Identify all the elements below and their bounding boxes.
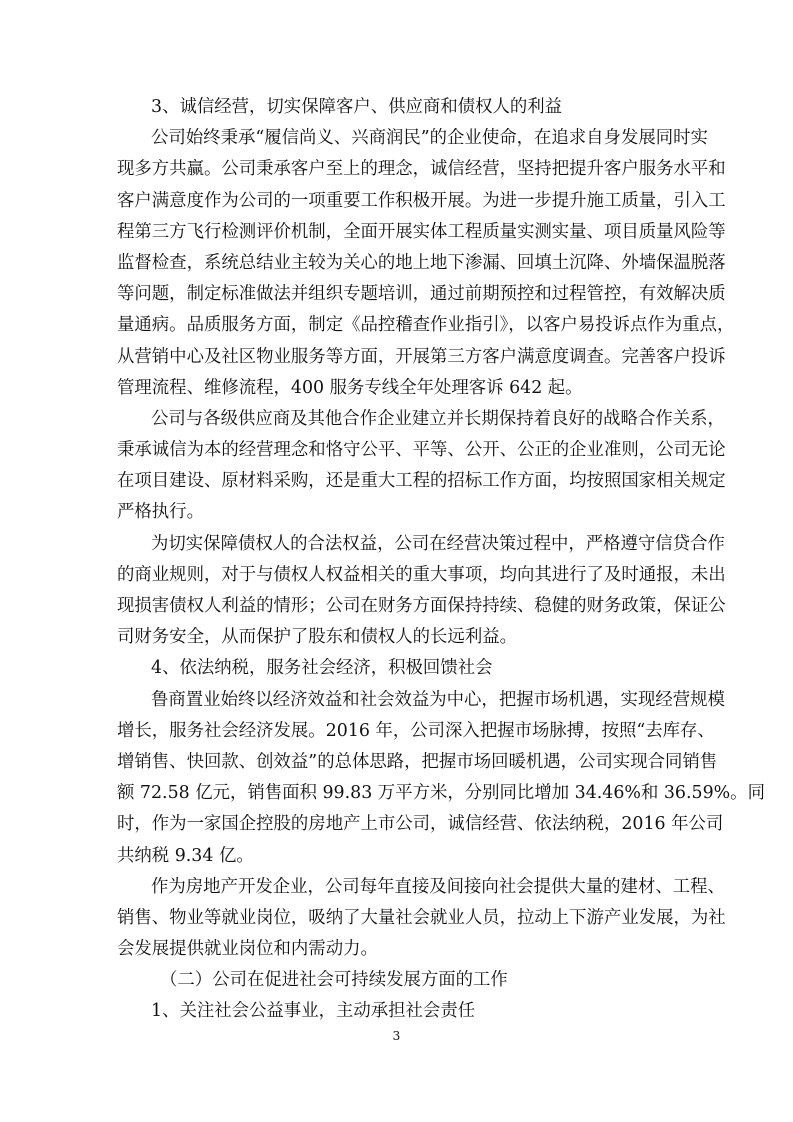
text-line: 现损害债权人利益的情形；公司在财务方面保持持续、稳健的财务政策，保证公 bbox=[117, 596, 726, 616]
paragraph-customers bbox=[117, 123, 735, 404]
text-line: 增销售、快回款、创效益”的总体思路，把握市场回暖机遇，公司实现合同销售 bbox=[117, 751, 718, 772]
text-line: 增长，服务社会经济发展。2016 年，公司深入把握市场脉搏，按照“去库存、 bbox=[117, 720, 715, 741]
text-line: 从营销中心及社区物业服务等方面，开展第三方客户满意度调查。完善客户投诉 bbox=[117, 346, 726, 367]
page-number: 3 bbox=[392, 1029, 401, 1043]
paragraph-tax bbox=[117, 685, 765, 872]
text-line: 等问题，制定标准做法并组织专题培训，通过前期预控和过程管控，有效解决质 bbox=[117, 284, 726, 305]
text-line: 公司与各级供应商及其他合作企业建立并长期保持着良好的战略合作关系， bbox=[151, 408, 725, 429]
text-line: 司财务安全，从而保护了股东和债权人的长远利益。 bbox=[117, 627, 517, 648]
text-line: 额 72.58 亿元，销售面积 99.83 万平方米，分别同比增加 34.46%和 36.59%。同 bbox=[117, 783, 765, 804]
section-heading-4: 4、依法纳税，服务社会经济，积极回馈社会 bbox=[151, 658, 493, 679]
text-line: 监督检查，系统总结业主较为关心的地上地下渗漏、回填土沉降、外墙保温脱落 bbox=[117, 252, 726, 273]
text-line: 鲁商置业始终以经济效益和社会效益为中心，把握市场机遇，实现经营规模 bbox=[151, 689, 725, 710]
text-line: 会发展提供就业岗位和内需动力。 bbox=[117, 939, 378, 960]
section-heading-3: 3、诚信经营，切实保障客户、供应商和债权人的利益 bbox=[151, 97, 563, 117]
paragraph-suppliers bbox=[117, 404, 726, 529]
document-body bbox=[117, 92, 765, 1028]
paragraph-creditors bbox=[117, 529, 726, 654]
text-line: 现多方共赢。公司秉承客户至上的理念，诚信经营，坚持把提升客户服务水平和 bbox=[117, 159, 726, 180]
text-line: 程第三方飞行检测评价机制，全面开展实体工程质量实测实量、项目质量风险等 bbox=[117, 221, 726, 242]
text-line: 严格执行。 bbox=[117, 502, 204, 523]
text-line: 管理流程、维修流程，400 服务专线全年处理客诉 642 起。 bbox=[117, 377, 583, 398]
text-line: 量通病。品质服务方面，制定《品控稽查作业指引》，以客户易投诉点作为重点， bbox=[117, 315, 735, 336]
text-line: 公司始终秉承“履信尚义、兴商润民”的企业使命，在追求自身发展同时实 bbox=[151, 128, 708, 149]
text-line: 销售、物业等就业岗位，吸纳了大量社会就业人员，拉动上下游产业发展，为社 bbox=[117, 907, 726, 928]
text-line: 客户满意度作为公司的一项重要工作积极开展。为进一步提升施工质量，引入工 bbox=[117, 190, 726, 211]
text-line: 为切实保障债权人的合法权益，公司在经营决策过程中，严格遵守信贷合作 bbox=[151, 533, 725, 554]
text-line: 时，作为一家国企控股的房地产上市公司，诚信经营、依法纳税，2016 年公司 bbox=[117, 814, 724, 835]
paragraph-jobs bbox=[117, 872, 726, 966]
text-line: 共纳税 9.34 亿。 bbox=[117, 845, 254, 866]
text-line: 的商业规则，对于与债权人权益相关的重大事项，均向其进行了及时通报，未出 bbox=[117, 564, 726, 585]
section-heading-1: 1、关注社会公益事业，主动承担社会责任 bbox=[151, 1001, 476, 1022]
section-heading-2: （二）公司在促进社会可持续发展方面的工作 bbox=[160, 970, 508, 991]
text-line: 在项目建设、原材料采购，还是重大工程的招标工作方面，均按照国家相关规定 bbox=[117, 471, 726, 492]
text-line: 作为房地产开发企业，公司每年直接及间接向社会提供大量的建材、工程、 bbox=[151, 876, 725, 897]
text-line: 秉承诚信为本的经营理念和恪守公平、平等、公开、公正的企业准则，公司无论 bbox=[117, 440, 726, 461]
